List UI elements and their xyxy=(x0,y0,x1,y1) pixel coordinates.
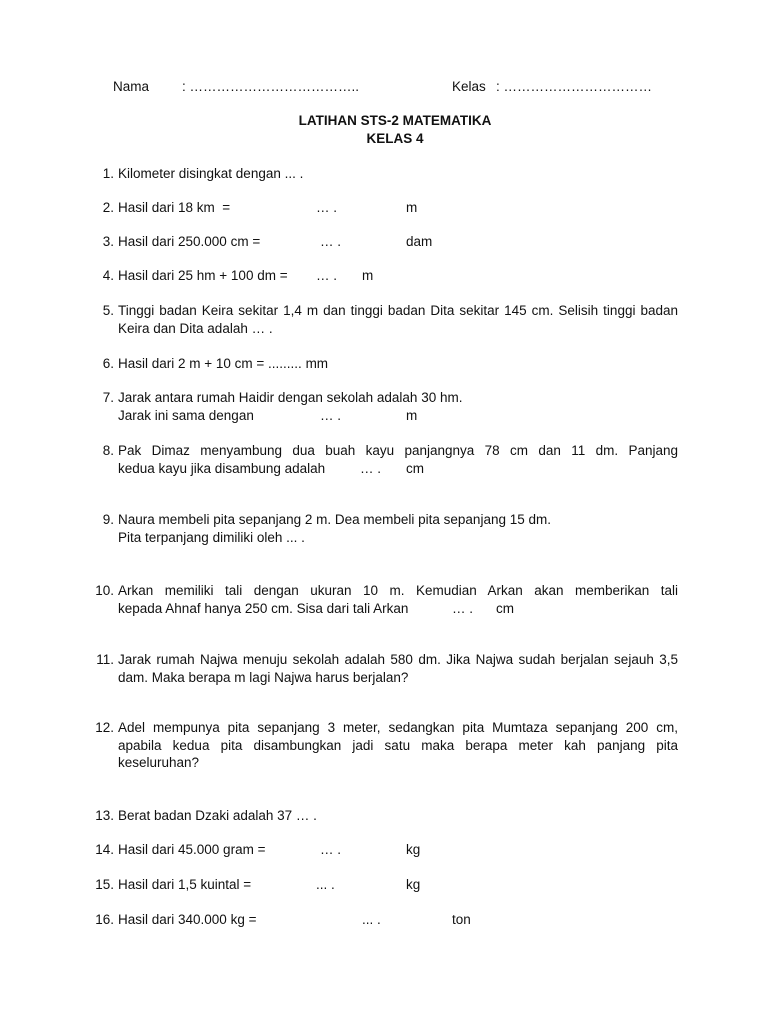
question-text: Kilometer disingkat dengan ... . xyxy=(118,166,304,181)
name-blank: : ……………………………….. xyxy=(182,79,360,94)
question-text: Berat badan Dzaki adalah 37 … . xyxy=(118,808,317,823)
answer-blank: ... . xyxy=(316,877,335,892)
question-number: 16. xyxy=(95,912,114,927)
question-number: 3. xyxy=(102,234,114,249)
answer-unit: m xyxy=(406,200,418,215)
question-text: Naura membeli pita sepanjang 2 m. Dea membeli pita sepanjang 15 dm. xyxy=(118,512,551,527)
answer-blank: … . xyxy=(360,461,382,476)
question-number: 4. xyxy=(102,268,114,283)
worksheet-subtitle: KELAS 4 xyxy=(366,131,424,146)
question-text: Adel mempunya pita sepanjang 3 meter, sedangkan pita Mumtaza sepanjang 200 cm, apabila kedua pita disambungkan jadi satu maka berapa meter kah panjang pita keseluruhan? xyxy=(118,720,678,770)
answer-unit: kg xyxy=(406,877,421,892)
question-text-line2: Jarak ini sama dengan xyxy=(118,408,254,423)
answer-blank: … . xyxy=(452,601,474,616)
question-number: 10. xyxy=(95,583,114,598)
question-text: Hasil dari 45.000 gram = xyxy=(118,842,266,857)
question-number: 6. xyxy=(102,356,114,371)
question-text-line2: kedua kayu jika disambung adalah xyxy=(118,461,326,476)
answer-blank: … . xyxy=(316,200,338,215)
question-number: 5. xyxy=(102,303,114,318)
question-text: Hasil dari 1,5 kuintal = xyxy=(118,877,252,892)
question-text: Hasil dari 340.000 kg = xyxy=(118,912,257,927)
question-text: Arkan memiliki tali dengan ukuran 10 m. Kemudian Arkan akan memberikan tali xyxy=(118,583,678,598)
answer-unit: cm xyxy=(496,601,514,616)
worksheet-title: LATIHAN STS-2 MATEMATIKA xyxy=(298,113,492,128)
answer-blank: … . xyxy=(320,234,342,249)
question-number: 7. xyxy=(102,390,114,405)
question-number: 1. xyxy=(102,166,114,181)
question-number: 11. xyxy=(96,652,114,667)
question-number: 13. xyxy=(95,808,114,823)
answer-blank: … . xyxy=(320,842,342,857)
question-text-line2: Pita terpanjang dimiliki oleh ... . xyxy=(118,530,305,545)
question-number: 12. xyxy=(95,720,114,735)
question-text: Hasil dari 2 m + 10 cm = ......... mm xyxy=(118,356,329,371)
question-text: Hasil dari 250.000 cm = xyxy=(118,234,261,249)
question-number: 9. xyxy=(102,512,114,527)
question-text: Hasil dari 18 km = xyxy=(118,200,231,215)
question-text: Jarak rumah Najwa menuju sekolah adalah 580 dm. Jika Najwa sudah berjalan sejauh 3,5 dam. Maka berapa m lagi Najwa harus berjalan? xyxy=(118,652,678,685)
class-blank: : …………………………… xyxy=(496,79,653,94)
question-text-line2: kepada Ahnaf hanya 250 cm. Sisa dari tali Arkan xyxy=(118,601,409,616)
question-text: Hasil dari 25 hm + 100 dm = xyxy=(118,268,288,283)
answer-unit: kg xyxy=(406,842,421,857)
class-label: Kelas xyxy=(452,79,486,94)
answer-unit: ton xyxy=(452,912,471,927)
question-number: 8. xyxy=(102,443,114,458)
answer-blank: … . xyxy=(316,268,338,283)
question-number: 2. xyxy=(102,200,114,215)
answer-unit: dam xyxy=(406,234,433,249)
answer-blank: ... . xyxy=(362,912,381,927)
name-label: Nama xyxy=(113,79,150,94)
question-text: Jarak antara rumah Haidir dengan sekolah adalah 30 hm. xyxy=(118,390,463,405)
answer-unit: cm xyxy=(406,461,424,476)
question-text: Tinggi badan Keira sekitar 1,4 m dan tinggi badan Dita sekitar 145 cm. Selisih tinggi badan Keira dan Dita adalah … . xyxy=(118,303,678,336)
answer-unit: m xyxy=(406,408,418,423)
answer-unit: m xyxy=(362,268,374,283)
question-number: 15. xyxy=(95,877,114,892)
question-text: Pak Dimaz menyambung dua buah kayu panjangnya 78 cm dan 11 dm. Panjang xyxy=(118,443,678,458)
answer-blank: … . xyxy=(320,408,342,423)
question-number: 14. xyxy=(95,842,114,857)
